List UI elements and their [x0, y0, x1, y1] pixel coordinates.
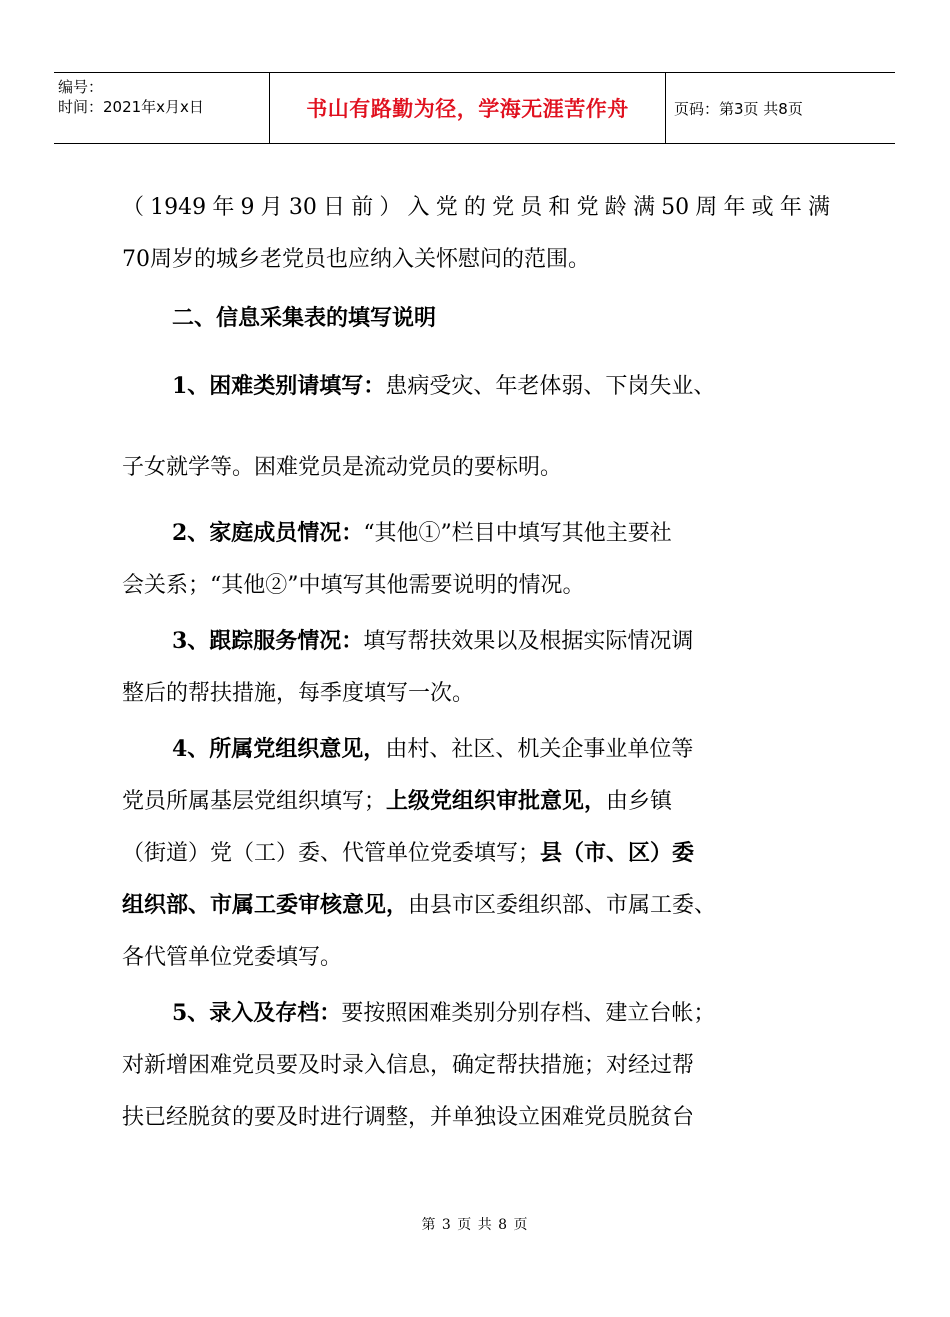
paragraph-1: [172, 369, 715, 400]
paragraph-4-text: 由村、社区、机关企事业单位等: [385, 737, 694, 762]
body-line: 会关系；“其他②”中填写其他需要说明的情况。: [122, 573, 585, 598]
header-time-label: 时间：2021年x月x日: [58, 98, 204, 116]
body-line: 整后的帮扶措施，每季度填写一次。: [122, 681, 475, 706]
body-line: 各代管单位党委填写。: [122, 945, 343, 970]
paragraph-1-heading: 1、困难类别请填写：: [172, 373, 386, 399]
paragraph-4: [172, 732, 693, 763]
body-line: 对新增困难党员要及时录入信息，确定帮扶措施；对经过帮: [122, 1053, 695, 1078]
body-bold-text: 上级党组织审批意见，: [386, 788, 607, 814]
body-line: [122, 784, 672, 815]
header-motto: 书山有路勤为径，学海无涯苦作舟: [269, 73, 666, 143]
paragraph-2-heading: 2、家庭成员情况：: [172, 520, 364, 546]
paragraph-3-text: 填写帮扶效果以及根据实际情况调: [363, 629, 694, 654]
page-footer: 第 3 页 共 8 页: [421, 1217, 529, 1233]
section-title: 二、信息采集表的填写说明: [172, 305, 437, 331]
paragraph-2: [172, 516, 672, 547]
header-page-info: 页码：第3页 共8页: [674, 99, 803, 118]
body-bold-text: 县（市、区）委: [540, 840, 695, 866]
paragraph-3: [172, 624, 693, 655]
body-line: 扶已经脱贫的要及时进行调整，并单独设立困难党员脱贫台: [122, 1105, 695, 1130]
header-number-label: 编号：: [58, 78, 104, 96]
page-header: [54, 72, 895, 144]
paragraph-3-heading: 3、跟踪服务情况：: [172, 628, 364, 654]
paragraph-5: [172, 996, 715, 1027]
body-line: （1949年9月30日前）入党的党员和党龄满50周年或年满: [122, 195, 830, 220]
body-text: 党员所属基层党组织填写；: [122, 789, 387, 814]
body-line: [122, 888, 716, 919]
body-line: [122, 836, 694, 867]
header-meta: [54, 73, 269, 143]
paragraph-4-heading: 4、所属党组织意见，: [172, 736, 386, 762]
paragraph-2-text: “其他①”栏目中填写其他主要社: [363, 521, 672, 546]
body-line: 70周岁的城乡老党员也应纳入关怀慰问的范围。: [122, 247, 590, 272]
body-text: 由乡镇: [606, 789, 673, 814]
paragraph-5-heading: 5、录入及存档：: [172, 1000, 342, 1026]
paragraph-5-text: 要按照困难类别分别存档、建立台帐；: [341, 1001, 716, 1026]
body-line: 子女就学等。困难党员是流动党员的要标明。: [122, 455, 563, 480]
body-bold-text: 组织部、市属工委审核意见，: [122, 892, 409, 918]
paragraph-1-text: 患病受灾、年老体弱、下岗失业、: [385, 374, 716, 399]
body-text: 由县市区委组织部、市属工委、: [408, 893, 717, 918]
body-text: （街道）党（工）委、代管单位党委填写；: [122, 841, 541, 866]
